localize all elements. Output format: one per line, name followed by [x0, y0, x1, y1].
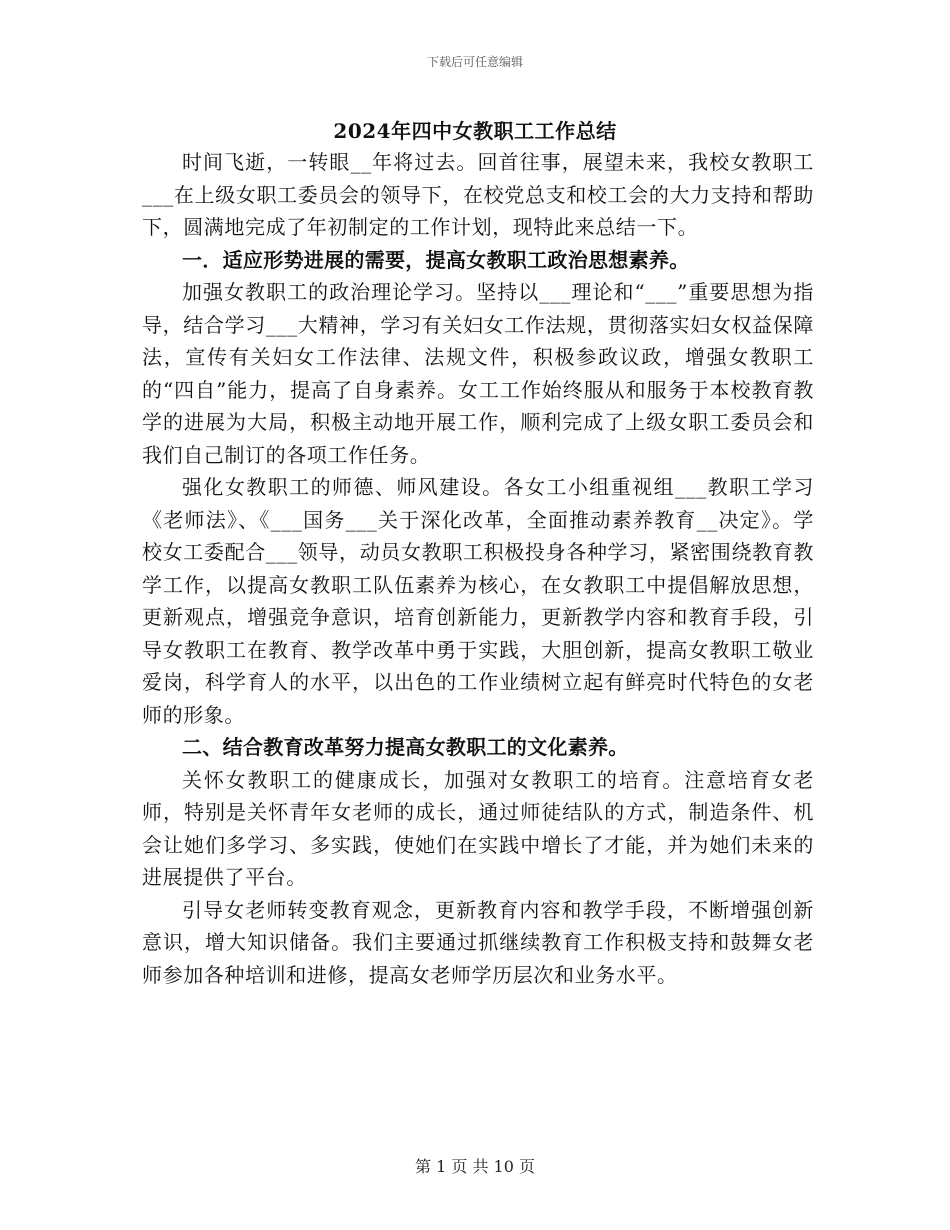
section-heading-2: 二、结合教育改革努力提高女教职工的文化素养。	[182, 735, 629, 759]
section-heading-1: 一．适应形势进展的需要，提高女教职工政治思想素养。	[182, 247, 690, 272]
document-body	[142, 146, 814, 991]
paragraph-education-concept: 引导女老师转变教育观念，更新教育内容和教学手段，不断增强创新意识，增大知识储备。我们主要通过抓继续教育工作积极支持和鼓舞女老师参加各种培训和进修，提高女老师学历层次和业务水平。	[142, 897, 814, 987]
paragraph-ethics: 强化女教职工的师德、师风建设。各女工小组重视组___教职工学习《老师法》、《___国务___关于深化改革，全面推动素养教育__决定》。学校女工委配合___领导，动员女教职工积极投身各种学习，紧密围绕教育教学工作，以提高女教职工队伍素养为核心，在女教职工中提倡解放思想，更新观点，增强竞争意识，培育创新能力，更新教学内容和教育手段，引导女教职工在教育、教学改革中勇于实践，大胆创新，提高女教职工敬业爱岗，科学育人的水平，以出色的工作业绩树立起有鲜亮时代特色的女老师的形象。	[142, 475, 814, 727]
page-footer: 第 1 页 共 10 页	[415, 1157, 535, 1176]
page-title: 2024年四中女教职工工作总结	[333, 119, 617, 143]
paragraph-intro: 时间飞逝，一转眼__年将过去。回首往事，展望未来，我校女教职工___在上级女职工委员会的领导下，在校党总支和校工会的大力支持和帮助下，圆满地完成了年初制定的工作计划，现特此来总结一下。	[142, 150, 814, 239]
paragraph-political-study: 加强女教职工的政治理论学习。坚持以___理论和“___”重要思想为指导，结合学习___大精神，学习有关妇女工作法规，贯彻落实妇女权益保障法，宣传有关妇女工作法律、法规文件，积极参政议政，增强女教职工的“四自”能力，提高了自身素养。女工工作始终服从和服务于本校教育教学的进展为大局，积极主动地开展工作，顺利完成了上级女职工委员会和我们自己制订的各项工作任务。	[142, 280, 814, 467]
header-note: 下载后可任意编辑	[426, 55, 523, 69]
paragraph-growth: 关怀女教职工的健康成长，加强对女教职工的培育。注意培育女老师，特别是关怀青年女老师的成长，通过师徒结队的方式，制造条件、机会让她们多学习、多实践，使她们在实践中增长了才能，并为她们未来的进展提供了平台。	[142, 767, 814, 889]
